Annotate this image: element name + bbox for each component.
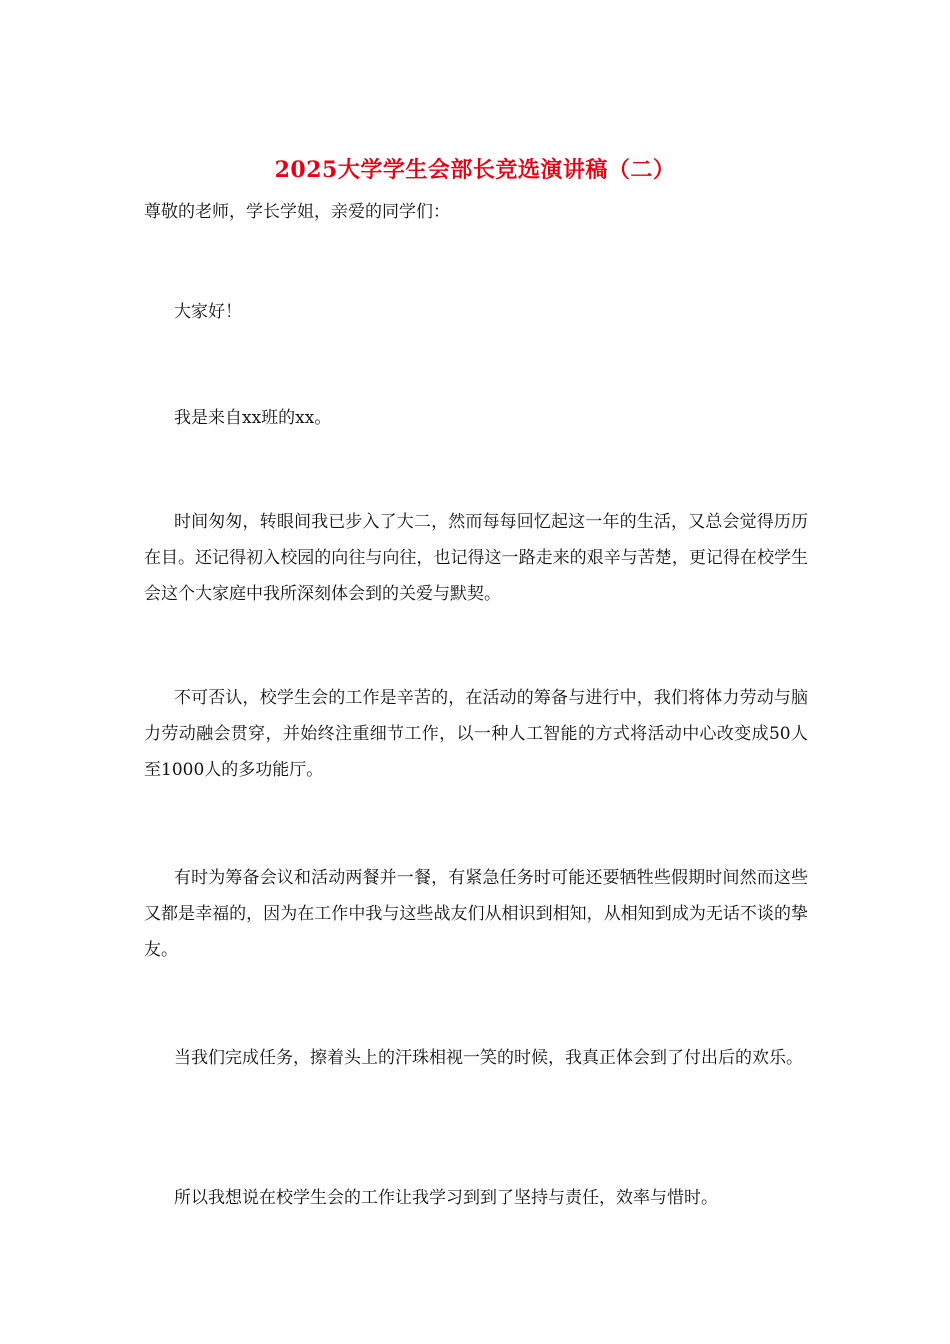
paragraph-hard-work: 不可否认，校学生会的工作是辛苦的，在活动的筹备与进行中，我们将体力劳动与脑力劳动融会贯穿，并始终注重细节工作，以一种人工智能的方式将活动中心改变成50人至1000人的多功能厅。 (144, 688, 808, 780)
salutation: 尊敬的老师，学长学姐，亲爱的同学们： (144, 202, 450, 222)
paragraph-greeting: 大家好！ (174, 302, 242, 322)
paragraph-lessons: 所以我想说在校学生会的工作让我学习到到了坚持与责任，效率与惜时。 (174, 1188, 718, 1208)
paragraph-time-passes: 时间匆匆，转眼间我已步入了大二，然而每每回忆起这一年的生活，又总会觉得历历在目。还记得初入校园的向往与向往，也记得这一路走来的艰辛与苦楚，更记得在校学生会这个大家庭中我所深刻体会到的关爱与默契。 (144, 512, 808, 604)
paragraph-joy: 当我们完成任务，擦着头上的汗珠相视一笑的时候，我真正体会到了付出后的欢乐。 (174, 1048, 803, 1068)
document-title: 2025大学学生会部长竞选演讲稿（二） (274, 157, 676, 183)
paragraph-sacrifice: 有时为筹备会议和活动两餐并一餐，有紧急任务时可能还要牺牲些假期时间然而这些又都是幸福的，因为在工作中我与这些战友们从相识到相知，从相知到成为无话不谈的挚友。 (144, 868, 808, 960)
paragraph-introduction: 我是来自xx班的xx。 (174, 408, 332, 428)
